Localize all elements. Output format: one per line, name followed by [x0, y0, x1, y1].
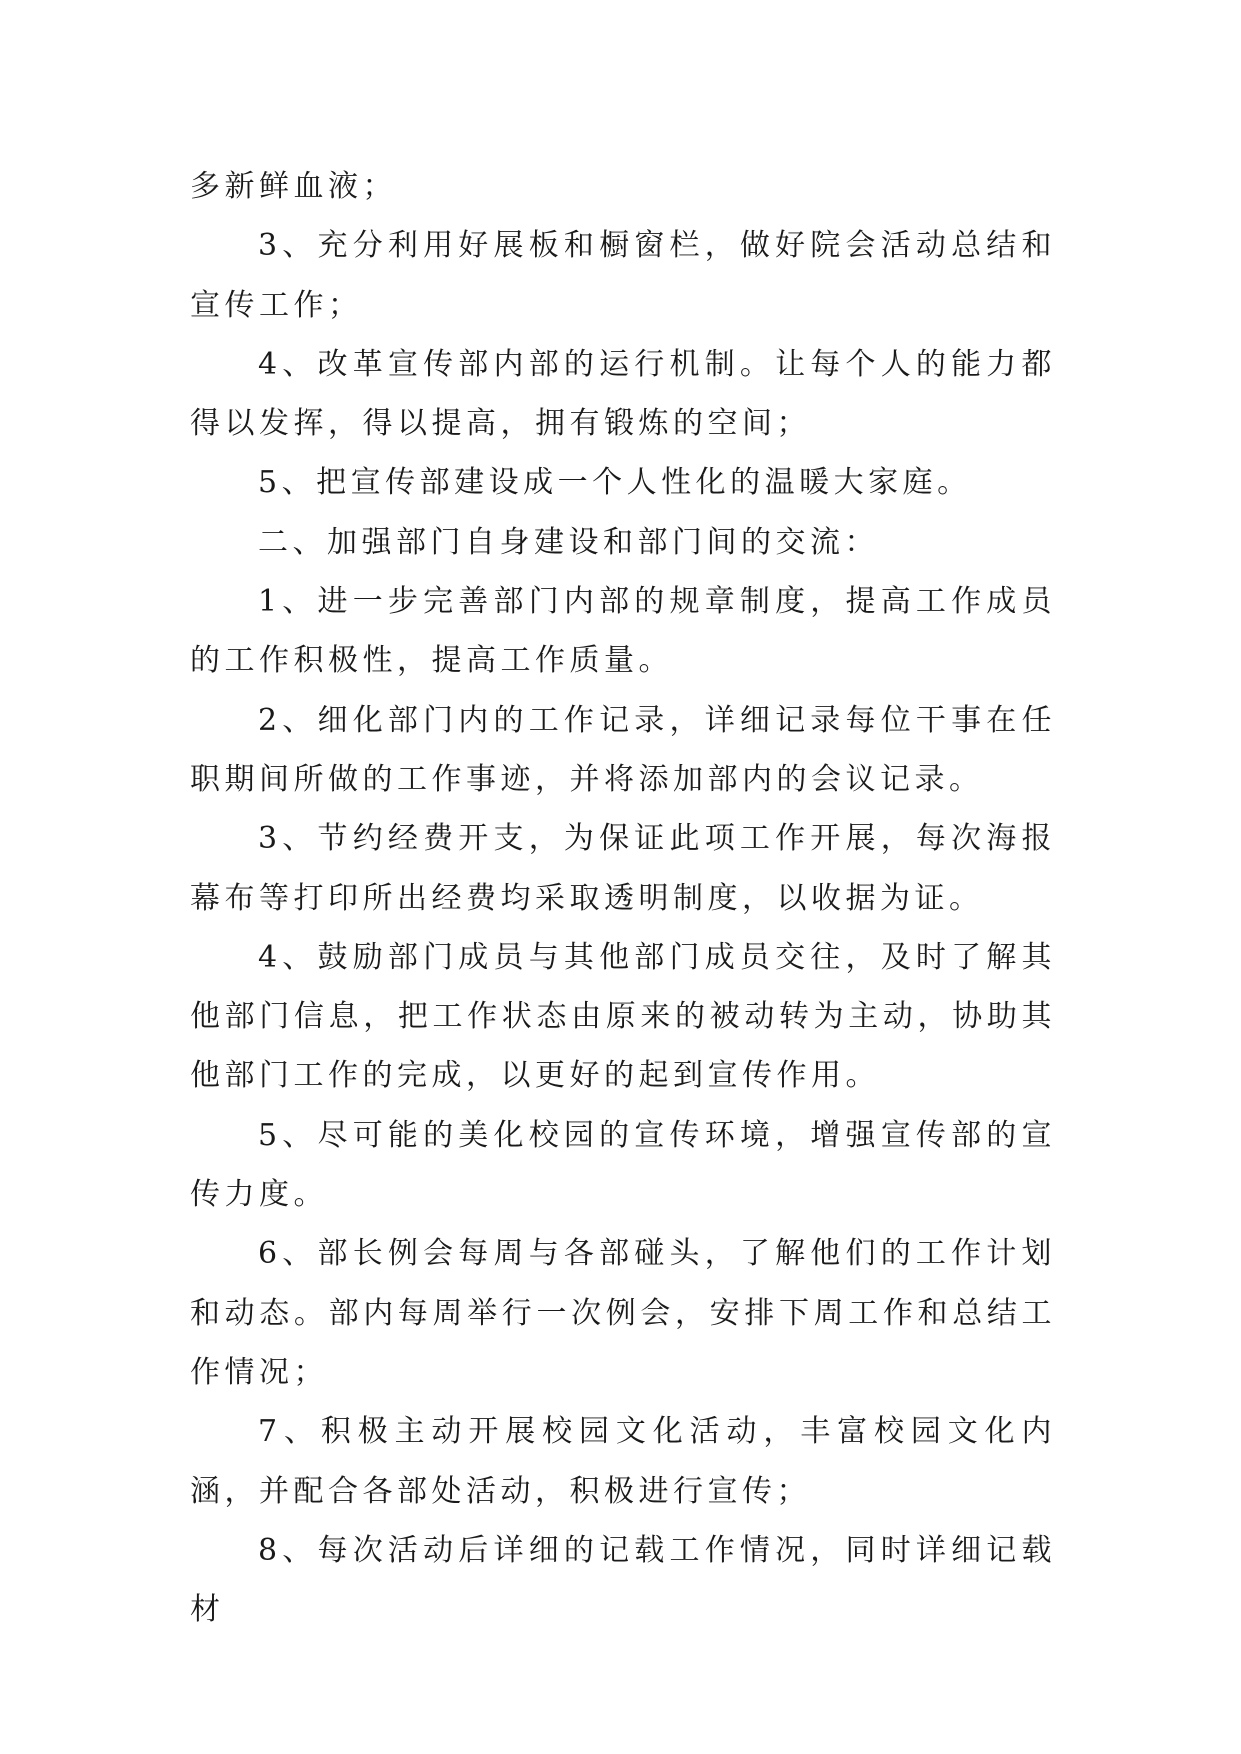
paragraph-item-4-exchange: 4、鼓励部门成员与其他部门成员交往，及时了解其他部门信息，把工作状态由原来的被动转为主动，协助其他部门工作的完成，以更好的起到宣传作用。	[190, 939, 1056, 1094]
paragraph-item-6-meetings: 6、部长例会每周与各部碰头，了解他们的工作计划和动态。部内每周举行一次例会，安排下周工作和总结工作情况；	[190, 1236, 1056, 1390]
paragraph-item-5-family: 5、把宣传部建设成一个人性化的温暖大家庭。	[258, 465, 972, 501]
paragraph-item-7-activities: 7、积极主动开展校园文化活动，丰富校园文化内涵，并配合各部处活动，积极进行宣传；	[190, 1414, 1056, 1509]
paragraph-item-1-rules: 1、进一步完善部门内部的规章制度，提高工作成员的工作积极性，提高工作质量。	[190, 584, 1056, 679]
paragraph-item-4-mechanism: 4、改革宣传部内部的运行机制。让每个人的能力都得以发挥，得以提高，拥有锻炼的空间；	[190, 346, 1056, 442]
document-body	[190, 157, 1056, 1639]
paragraph-item-3-display: 3、充分利用好展板和橱窗栏，做好院会活动总结和宣传工作；	[190, 228, 1056, 323]
paragraph-item-5-campus: 5、尽可能的美化校园的宣传环境，增强宣传部的宣传力度。	[190, 1117, 1056, 1213]
paragraph-item-8-logging: 8、每次活动后详细的记载工作情况，同时详细记载材	[190, 1532, 1056, 1628]
paragraph-continuation: 多新鲜血液；	[190, 169, 397, 204]
paragraph-item-2-records: 2、细化部门内的工作记录，详细记录每位干事在任职期间所做的工作事迹，并将添加部内的会议记录。	[190, 702, 1056, 797]
section-heading-two: 二、加强部门自身建设和部门间的交流：	[258, 524, 879, 560]
paragraph-item-3-budget: 3、节约经费开支，为保证此项工作开展，每次海报幕布等打印所出经费均采取透明制度，以收据为证。	[190, 821, 1056, 916]
